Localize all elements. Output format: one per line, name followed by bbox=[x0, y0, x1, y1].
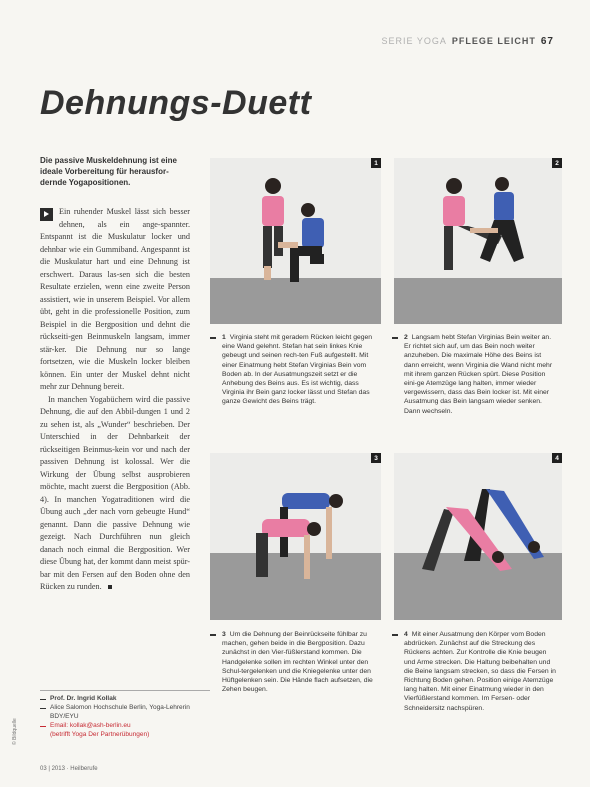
caption-marker bbox=[210, 634, 216, 636]
page-footer: 03 | 2013 · Heilberufe bbox=[40, 766, 98, 772]
caption-3 bbox=[222, 630, 374, 694]
credit-affiliation-row bbox=[40, 703, 210, 721]
end-mark-icon bbox=[108, 585, 112, 589]
credit-marker bbox=[40, 708, 46, 710]
author-name: Prof. Dr. Ingrid Kollak bbox=[50, 695, 117, 702]
photo-number-badge: 4 bbox=[552, 453, 562, 463]
caption-number: 1 bbox=[222, 334, 226, 341]
photo-number-badge: 3 bbox=[371, 453, 381, 463]
photo-number-badge: 1 bbox=[371, 158, 381, 168]
caption-number: 3 bbox=[222, 631, 226, 638]
article-body bbox=[40, 206, 190, 594]
author-affiliation: Alice Salomon Hochschule Berlin, Yoga-Lehrerin BDY/EYU bbox=[50, 704, 190, 720]
credit-name-row bbox=[40, 694, 210, 703]
caption-text: Langsam hebt Stefan Virginias Bein weiter an. Er richtet sich auf, um das Bein noch weiter anzuheben. Die maximale Höhe des Beins ist dann erreicht, wenn Virginia die Wand nicht mehr mit ihrem ganzen Rücken spürt. Diese Position eini-ge Atemzüge lang halten, immer wieder vergewissern, dass das Bein locker ist. Mit einer Ausatmung das Bein langsam wieder senken. Dann wechseln. bbox=[404, 334, 553, 415]
caption-number: 2 bbox=[404, 334, 408, 341]
photo-1 bbox=[210, 158, 381, 324]
caption-marker bbox=[210, 337, 216, 339]
article-title: Dehnungs-Duett bbox=[40, 84, 312, 122]
author-email[interactable]: Email: kollak@ash-berlin.eu bbox=[50, 722, 131, 729]
caption-marker bbox=[392, 337, 398, 339]
article-lead: Die passive Muskeldehnung ist eine ideale Vorbereitung für herausfor-dernde Yogapositionen. bbox=[40, 156, 177, 187]
running-header bbox=[382, 36, 555, 47]
photo-4 bbox=[394, 453, 562, 620]
credit-email-row bbox=[40, 721, 210, 730]
arrow-icon bbox=[40, 208, 53, 221]
caption-2 bbox=[404, 333, 556, 416]
caption-text: Um die Dehnung der Beinrückseite fühlbar zu machen, gehen beide in die Bergposition. Dazu zunächst in den Vier-füßlerstand kommen. Die Handgelenke sollen im rechten Winkel unter den Schul-tergelenken und die Kniegelenke unter den Hüftgelenken sein. Die Hände flach aufsetzen, die Zehen beugen. bbox=[222, 631, 373, 694]
body-paragraph-1: Ein ruhender Muskel lässt sich besser dehnen, als ein ange-spannter. Entspannt ist die Muskulatur locker und dehnbar wie ein Gummiband. Angespannt ist die Muskulatur hart und eine Dehnung ist erschwert. Daraus las-sen sich die besten Resultate erzielen, wenn eine zweite Person assistiert, wie in unserem Beispiel. Vor allem übt, geht in die professionelle Position, zum Beispiel in die Bergposition und dehnt die rückseiti-gen Beinmuskeln langsam, immer stär-ker. Die Dehnung nur so lange fortsetzen, wie die Muskeln locker bleiben können. Ein unter der Muskel dehnt nicht mehr zur Dehnung bereit. bbox=[40, 207, 190, 391]
caption-text: Virginia steht mit geradem Rücken leicht gegen eine Wand gelehnt. Stefan hat sein linkes Knie gebeugt und seinen rech-ten Fuß aufgestellt. Mit einer Einatmung hebt Stefan Virginias Bein vom Boden ab. In der Ausatmungszeit setzt er die Anhebung des Beins aus. Es ist wichtig, dass Virginia ihr Bein ganz locker lässt und Stefan das ganze Gewicht des Beins trägt. bbox=[222, 334, 373, 406]
caption-marker bbox=[392, 634, 398, 636]
caption-text: Mit einer Ausatmung den Körper vom Boden abdrücken. Zunächst auf die Streckung des Rückens achten. Zur Kontrolle die Knie beugen und Arme strecken. Die Haltung beibehalten und die Beine langsam strecken, so dass die Fersen in Richtung Boden gehen. Position einige Atemzüge lang halten. Mit einer Einatmung wieder in den Vierfüßlerstand kommen. Im Fersen- oder Schneidersitz nachspüren. bbox=[404, 631, 556, 712]
page-number: 67 bbox=[540, 36, 554, 47]
photo-number-badge: 2 bbox=[552, 158, 562, 168]
author-note: (betrifft Yoga Der Partnerübungen) bbox=[50, 731, 150, 738]
author-credit bbox=[40, 690, 210, 739]
section-label: SERIE YOGA bbox=[381, 36, 447, 46]
credit-marker bbox=[40, 699, 46, 701]
credit-marker bbox=[40, 726, 46, 728]
photo-2 bbox=[394, 158, 562, 324]
photo-3 bbox=[210, 453, 381, 620]
caption-1 bbox=[222, 333, 374, 407]
caption-number: 4 bbox=[404, 631, 408, 638]
photo-credit: © Bildquelle bbox=[12, 718, 18, 745]
section-label-strong: PFLEGE LEICHT bbox=[451, 36, 536, 46]
body-paragraph-2: In manchen Yogabüchern wird die passive Dehnung, die auf den Abbil-dungen 1 und 2 zu sehen ist, als „Wunder“ beschrieben. Der Unterschied in der Dehnbarkeit der rückseitigen Beinmus-kein vor und nach der passiven Dehnung ist kolossal. Wer die Wirkung der Übung selbst ausprobieren möchte, macht zuerst die Bergposition (Abb. 4). In manchen Yogatraditionen wird die Übung auch „der nach vorn gebeugte Hund“ genannt. Dann die passive Dehnung wie gezeigt. Nach Durchführen nun gleich danach noch einmal die Bergposition. Wer diese Übung hat, der kommt dann meist spür-bar mit den Fersen auf den Boden ohne den Rücken zu runden. bbox=[40, 394, 190, 591]
caption-4 bbox=[404, 630, 556, 713]
credit-note-row bbox=[40, 730, 210, 739]
